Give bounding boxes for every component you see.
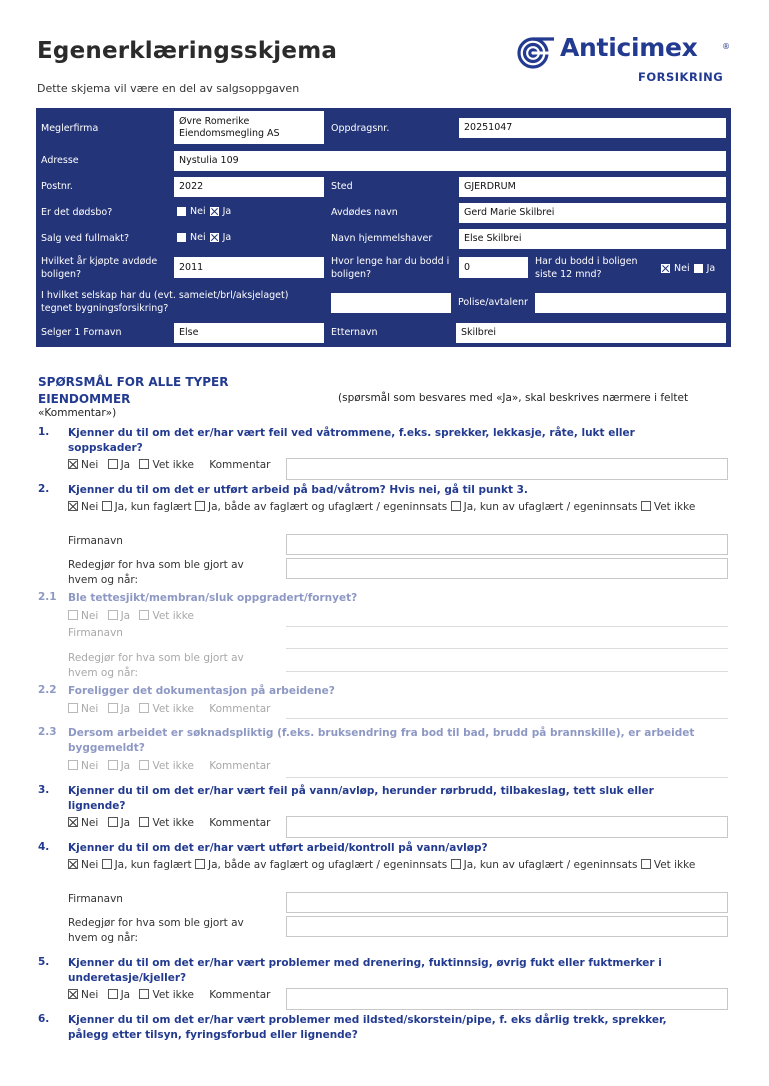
form-subtitle: Dette skjema vil være en del av salgsoppgaven — [37, 82, 300, 95]
q4-redegjor-line-2: hvem og når: — [68, 932, 139, 944]
dodsbo-options — [177, 206, 231, 217]
q1-vet-ikke-checkbox[interactable] — [139, 459, 149, 469]
q3-nei-label: Nei — [81, 817, 99, 829]
q2-redegjor-label — [68, 558, 244, 588]
question-1-text: Kjenner du til om det er/har vært feil ved våtrommene, f.eks. sprekker, lekkasje, råte, lukt eller soppskader? — [68, 427, 635, 454]
q4-ikke-label: ikke — [674, 859, 696, 871]
selger-fornavn-field[interactable]: Else — [174, 323, 324, 343]
q2-1-ja-label: Ja — [120, 610, 131, 622]
q2-3-vet-ikke-label: Vet ikke — [152, 760, 194, 772]
dodsbo-ja-label: Ja — [222, 206, 232, 217]
q2-3-vet-ikke-checkbox[interactable] — [139, 760, 149, 770]
question-6-text: Kjenner du til om det er/har vært problemer med ildsted/skorstein/pipe, f. eks dårlig trekk, sprekker, pålegg etter tilsyn, fyringsforbud eller lignende? — [68, 1014, 667, 1041]
q4-redegjor-label — [68, 916, 244, 946]
bodd-12mnd-label-line-1: Har du bodd i boligen — [535, 256, 638, 267]
q2-2-vet-ikke-label: Vet ikke — [152, 703, 194, 715]
q2-ja-faglaert-label: Ja, kun faglært — [114, 501, 192, 513]
q2-ja-ufaglaert-label: Ja, kun av ufaglært / egeninnsats — [463, 501, 638, 513]
q4-ja-faglaert-label: Ja, kun faglært — [114, 859, 192, 871]
q3-kommentar-input[interactable] — [286, 816, 728, 838]
anticimex-logo — [516, 33, 736, 88]
anticimex-spiral-icon — [516, 36, 556, 70]
polise-label: Polise/avtalenr — [458, 297, 528, 308]
q2-1-redegjor-input[interactable] — [286, 651, 728, 672]
question-2-1-number: 2.1 — [38, 591, 57, 603]
q2-3-nei-checkbox[interactable] — [68, 760, 78, 770]
q2-3-ja-label: Ja — [120, 760, 131, 772]
section-note-continued: «Kommentar») — [38, 407, 117, 419]
q2-1-vet-ikke-label: Vet ikke — [152, 610, 194, 622]
q5-kommentar-input[interactable] — [286, 988, 728, 1010]
q4-nei-checkbox[interactable] — [68, 859, 78, 869]
kjopt-aar-label-line-1: Hvilket år kjøpte avdøde — [41, 256, 158, 267]
q2-redegjor-line-2: hvem og når: — [68, 574, 139, 586]
q4-ja-begge-label: Ja, både av faglært og ufaglært / egeninnsats — [208, 859, 448, 871]
fullmakt-nei-label: Nei — [190, 232, 206, 243]
logo-registered-mark: ® — [722, 42, 730, 51]
dodsbo-label: Er det dødsbo? — [41, 207, 113, 218]
q2-nei-label: Nei — [81, 501, 99, 513]
oppdragsnr-field[interactable]: 20251047 — [459, 118, 726, 138]
selskap-field[interactable] — [331, 293, 451, 313]
q3-nei-checkbox[interactable] — [68, 817, 78, 827]
q1-nei-label: Nei — [81, 459, 99, 471]
q4-vet-label: Vet — [653, 859, 671, 871]
fullmakt-options — [177, 232, 231, 243]
q1-kommentar-label: Kommentar — [209, 459, 271, 471]
bodd-12mnd-nei-checkbox[interactable] — [661, 264, 670, 273]
q2-vet-label: Vet — [653, 501, 671, 513]
q2-redegjor-input[interactable] — [286, 558, 728, 579]
hjemmelshaver-label: Navn hjemmelshaver — [331, 233, 433, 244]
bodd-12mnd-ja-label: Ja — [706, 263, 716, 274]
etternavn-label: Etternavn — [331, 327, 378, 338]
question-5-text: Kjenner du til om det er/har vært problemer med drenering, fuktinnsig, øvrig fukt eller fuktmerker i underetasje/kjeller? — [68, 957, 662, 984]
bodd-12mnd-label — [535, 255, 638, 281]
q2-firmanavn-label: Firmanavn — [68, 535, 123, 547]
q4-nei-label: Nei — [81, 859, 99, 871]
q3-vet-ikke-checkbox[interactable] — [139, 817, 149, 827]
question-3-number: 3. — [38, 784, 50, 796]
q1-nei-checkbox[interactable] — [68, 459, 78, 469]
question-2-3-text: Dersom arbeidet er søknadspliktig (f.eks. bruksendring fra bod til bad, brudd på brannskille), er arbeidet byggemeldt? — [68, 727, 695, 754]
adresse-field[interactable]: Nystulia 109 — [174, 151, 726, 171]
bodd-12mnd-ja-checkbox[interactable] — [694, 264, 703, 273]
q4-ja-begge-checkbox[interactable] — [195, 859, 205, 869]
q2-vet-ikke-checkbox[interactable] — [641, 501, 651, 511]
q1-vet-ikke-label: Vet ikke — [152, 459, 194, 471]
section-heading-line-1: SPØRSMÅL FOR ALLE TYPER — [38, 375, 229, 389]
q2-ikke-label: ikke — [674, 501, 696, 513]
bodd-12mnd-label-line-2: siste 12 mnd? — [535, 269, 602, 280]
q2-3-kommentar-label: Kommentar — [209, 760, 271, 772]
question-2-number: 2. — [38, 483, 50, 495]
q2-1-ja-checkbox[interactable] — [108, 610, 118, 620]
q2-1-nei-label: Nei — [81, 610, 99, 622]
polise-field[interactable] — [535, 293, 726, 313]
section-heading-line-2: EIENDOMMER — [38, 392, 131, 406]
question-2-options — [68, 500, 733, 515]
q3-ja-checkbox[interactable] — [108, 817, 118, 827]
q2-redegjor-line-1: Redegjør for hva som ble gjort av — [68, 559, 244, 571]
seller-info-panel — [36, 108, 731, 347]
kjopt-aar-label-line-2: boligen? — [41, 269, 82, 280]
section-note: (spørsmål som besvares med «Ja», skal beskrives nærmere i feltet — [338, 392, 689, 404]
meglerfirma-field[interactable] — [174, 111, 324, 144]
q4-vet-ikke-checkbox[interactable] — [641, 859, 651, 869]
fullmakt-nei-checkbox[interactable] — [177, 233, 186, 242]
dodsbo-ja-checkbox[interactable] — [210, 207, 219, 216]
q1-ja-checkbox[interactable] — [108, 459, 118, 469]
question-2-2-number: 2.2 — [38, 684, 57, 696]
fullmakt-ja-label: Ja — [222, 232, 232, 243]
question-4-options — [68, 858, 733, 873]
avdodes-field[interactable]: Gerd Marie Skilbrei — [459, 203, 726, 223]
q2-ja-faglaert-checkbox[interactable] — [102, 501, 112, 511]
q4-ja-ufaglaert-checkbox[interactable] — [451, 859, 461, 869]
bodd-12mnd-nei-label: Nei — [674, 263, 690, 274]
q2-2-nei-label: Nei — [81, 703, 99, 715]
q5-ja-checkbox[interactable] — [108, 989, 118, 999]
q2-3-kommentar-input[interactable] — [286, 757, 728, 778]
q2-1-redegjor-line-2: hvem og når: — [68, 667, 139, 679]
q2-1-vet-ikke-checkbox[interactable] — [139, 610, 149, 620]
section-heading — [38, 374, 228, 408]
q4-ja-ufaglaert-label: Ja, kun av ufaglært / egeninnsats — [463, 859, 638, 871]
selskap-label-line-2: tegnet bygningsforsikring? — [41, 303, 169, 314]
fullmakt-ja-checkbox[interactable] — [210, 233, 219, 242]
q2-nei-checkbox[interactable] — [68, 501, 78, 511]
question-4-text: Kjenner du til om det er/har vært utført arbeid/kontroll på vann/avløp? — [68, 842, 488, 854]
q2-1-top-input[interactable] — [286, 606, 728, 627]
meglerfirma-label: Meglerfirma — [41, 123, 99, 134]
q2-3-ja-checkbox[interactable] — [108, 760, 118, 770]
selskap-label-line-1: I hvilket selskap har du (evt. sameiet/brl/aksjelaget) — [41, 290, 289, 301]
q2-ja-begge-checkbox[interactable] — [195, 501, 205, 511]
meglerfirma-line-2: Eiendomsmegling AS — [179, 127, 280, 139]
avdodes-label: Avdødes navn — [331, 207, 398, 218]
question-6-number: 6. — [38, 1013, 50, 1025]
q3-vet-ikke-label: Vet ikke — [152, 817, 194, 829]
question-4-number: 4. — [38, 841, 50, 853]
q2-1-redegjor-label — [68, 651, 244, 681]
question-2-1-text: Ble tettesjikt/membran/sluk oppgradert/fornyet? — [68, 592, 358, 604]
q2-2-nei-checkbox[interactable] — [68, 703, 78, 713]
bodd-lenge-field[interactable]: 0 — [459, 257, 528, 278]
q1-ja-label: Ja — [120, 459, 131, 471]
q2-2-ja-label: Ja — [120, 703, 131, 715]
q2-2-kommentar-label: Kommentar — [209, 703, 271, 715]
q2-firmanavn-input[interactable] — [286, 534, 728, 555]
q5-nei-label: Nei — [81, 989, 99, 1001]
q4-redegjor-line-1: Redegjør for hva som ble gjort av — [68, 917, 244, 929]
q3-kommentar-label: Kommentar — [209, 817, 271, 829]
postnr-field[interactable]: 2022 — [174, 177, 324, 197]
bodd-lenge-label-line-2: boligen? — [331, 269, 372, 280]
postnr-label: Postnr. — [41, 181, 73, 192]
q2-2-ja-checkbox[interactable] — [108, 703, 118, 713]
q4-firmanavn-label: Firmanavn — [68, 893, 123, 905]
kjopt-aar-field[interactable]: 2011 — [174, 257, 324, 278]
q3-ja-label: Ja — [120, 817, 131, 829]
question-3-text: Kjenner du til om det er/har vært feil på vann/avløp, herunder rørbrudd, tilbakeslag, tett sluk eller lignende? — [68, 785, 654, 812]
bodd-lenge-label-line-1: Hvor lenge har du bodd i — [331, 256, 450, 267]
q2-1-firmanavn-label: Firmanavn — [68, 627, 123, 639]
sted-label: Sted — [331, 181, 353, 192]
q2-3-nei-label: Nei — [81, 760, 99, 772]
q2-2-kommentar-input[interactable] — [286, 698, 728, 719]
q4-ja-faglaert-checkbox[interactable] — [102, 859, 112, 869]
meglerfirma-line-1: Øvre Romerike — [179, 115, 250, 127]
logo-name: Anticimex — [560, 33, 698, 62]
bodd-lenge-label — [331, 255, 449, 281]
sted-field[interactable]: GJERDRUM — [459, 177, 726, 197]
q2-2-vet-ikke-checkbox[interactable] — [139, 703, 149, 713]
selskap-label — [41, 289, 288, 315]
q2-1-redegjor-line-1: Redegjør for hva som ble gjort av — [68, 652, 244, 664]
dodsbo-nei-label: Nei — [190, 206, 206, 217]
q2-ja-begge-label: Ja, både av faglært og ufaglært / egeninnsats — [208, 501, 448, 513]
fullmakt-label: Salg ved fullmakt? — [41, 233, 130, 244]
etternavn-field[interactable]: Skilbrei — [456, 323, 726, 343]
question-2-2-text: Foreligger det dokumentasjon på arbeidene? — [68, 685, 335, 697]
question-2-3-number: 2.3 — [38, 726, 57, 738]
selger-fornavn-label: Selger 1 Fornavn — [41, 327, 122, 338]
dodsbo-nei-checkbox[interactable] — [177, 207, 186, 216]
question-2-text: Kjenner du til om det er utført arbeid på bad/våtrom? Hvis nei, gå til punkt 3. — [68, 484, 528, 496]
bodd-12mnd-options — [661, 263, 715, 274]
q4-firmanavn-input[interactable] — [286, 892, 728, 913]
q5-kommentar-label: Kommentar — [209, 989, 271, 1001]
q2-1-firmanavn-input[interactable] — [286, 628, 728, 649]
hjemmelshaver-field[interactable]: Else Skilbrei — [459, 229, 726, 249]
q4-redegjor-input[interactable] — [286, 916, 728, 937]
q5-ja-label: Ja — [120, 989, 131, 1001]
form-title: Egenerklæringsskjema — [37, 38, 338, 64]
question-5-number: 5. — [38, 956, 50, 968]
oppdragsnr-label: Oppdragsnr. — [331, 123, 390, 134]
kjopt-aar-label — [41, 255, 157, 281]
q5-vet-ikke-checkbox[interactable] — [139, 989, 149, 999]
q5-vet-ikke-label: Vet ikke — [152, 989, 194, 1001]
q5-nei-checkbox[interactable] — [68, 989, 78, 999]
logo-subtitle: FORSIKRING — [638, 70, 724, 84]
q2-ja-ufaglaert-checkbox[interactable] — [451, 501, 461, 511]
adresse-label: Adresse — [41, 155, 79, 166]
q2-1-nei-checkbox[interactable] — [68, 610, 78, 620]
q1-kommentar-input[interactable] — [286, 458, 728, 480]
question-1-number: 1. — [38, 426, 50, 438]
